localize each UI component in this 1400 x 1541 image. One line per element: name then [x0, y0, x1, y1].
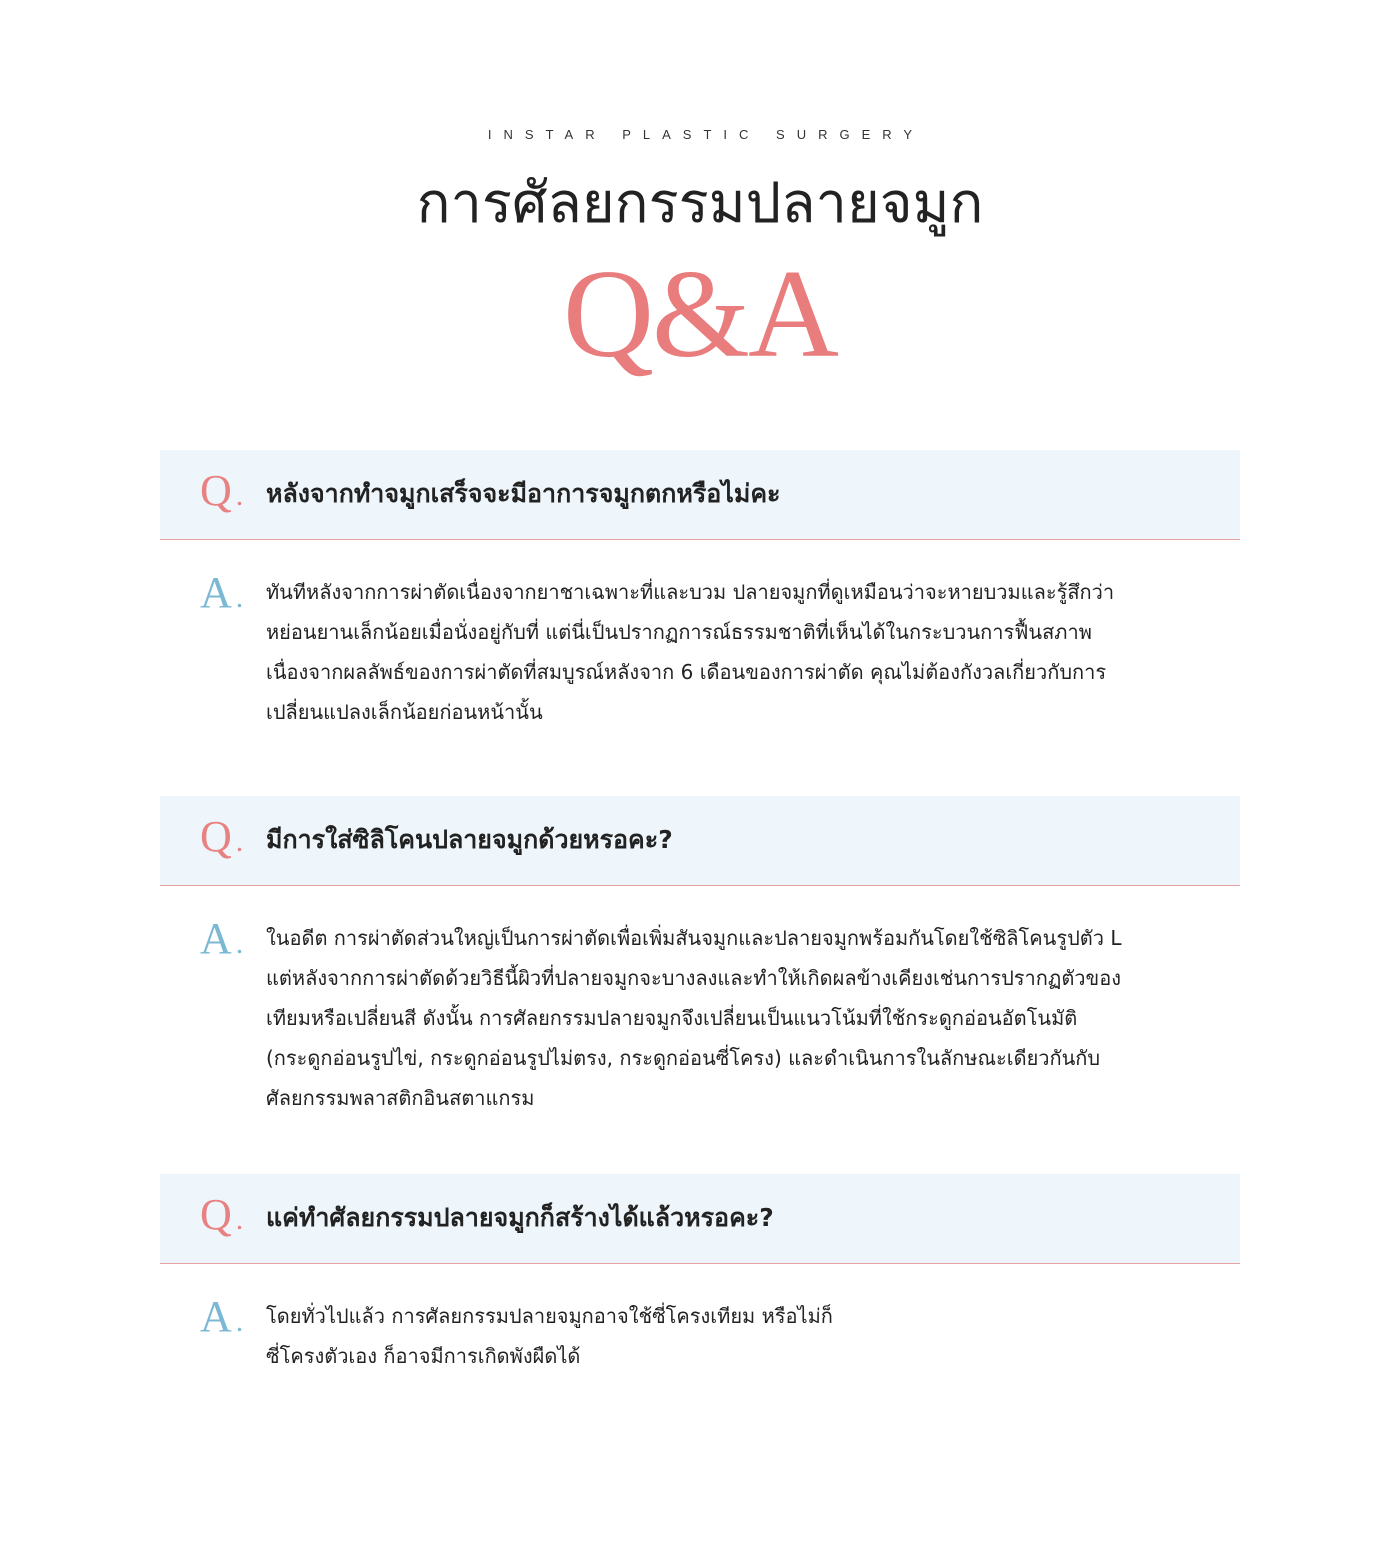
q-marker: Q .: [200, 466, 244, 515]
a-marker: A .: [200, 914, 244, 963]
question-row: [160, 450, 1240, 540]
answer-text: โดยทั่วไปแล้ว การศัลยกรรมปลายจมูกอาจใช้ซี่โครงเทียม หรือไม่ก็ซี่โครงตัวเอง ก็อาจมีการเกิดพังผืดได้: [266, 1304, 833, 1368]
answer-text: ในอดีต การผ่าตัดส่วนใหญ่เป็นการผ่าตัดเพื่อเพิ่มสันจมูกและปลายจมูกพร้อมกันโดยใช้ซิลิโคนรูปตัว L แต่หลังจากการผ่าตัดด้วยวิธีนี้ผิวที่ปลายจมูกจะบางลงและทำให้เกิดผลข้างเคียงเช่นการปรากฏตัวของเทียมหรือเปลี่ยนสี ดังนั้น การศัลยกรรมปลายจมูกจึงเปลี่ยนเป็นแนวโน้มที่ใช้กระดูกอ่อนอัตโนมัติ (กระดูกอ่อนรูปไข่, กระดูกอ่อนรูปไม่ตรง, กระดูกอ่อนซี่โครง) และดำเนินการในลักษณะเดียวกันกับศัลยกรรมพลาสติกอินสตาแกรม: [266, 926, 1122, 1110]
q-marker: Q .: [200, 812, 244, 861]
a-marker: A .: [200, 1292, 244, 1341]
q-marker: Q .: [200, 1190, 244, 1239]
brand-eyebrow: INSTAR PLASTIC SURGERY: [487, 127, 925, 142]
answer-text: ทันทีหลังจากการผ่าตัดเนื่องจากยาชาเฉพาะที่และบวม ปลายจมูกที่ดูเหมือนว่าจะหายบวมและรู้สึกว่าหย่อนยานเล็กน้อยเมื่อนั่งอยู่กับที่ แต่นี่เป็นปรากฏการณ์ธรรมชาติที่เห็นได้ในกระบวนการฟื้นสภาพ เนื่องจากผลลัพธ์ของการผ่าตัดที่สมบูรณ์หลังจาก 6 เดือนของการผ่าตัด คุณไม่ต้องกังวลเกี่ยวกับการเปลี่ยนแปลงเล็กน้อยก่อนหน้านั้น: [266, 580, 1115, 724]
qa-heading: Q&A: [563, 245, 837, 384]
question-row: [160, 796, 1240, 886]
a-marker: A .: [200, 568, 244, 617]
question-row: [160, 1174, 1240, 1264]
question-text: แค่ทำศัลยกรรมปลายจมูกก็สร้างได้แล้วหรอคะ?: [266, 1203, 774, 1232]
question-text: มีการใส่ซิลิโคนปลายจมูกด้วยหรอคะ?: [266, 825, 673, 854]
question-text: หลังจากทำจมูกเสร็จจะมีอาการจมูกตกหรือไม่คะ: [266, 479, 781, 508]
page-title: การศัลยกรรมปลายจมูก: [416, 171, 984, 236]
